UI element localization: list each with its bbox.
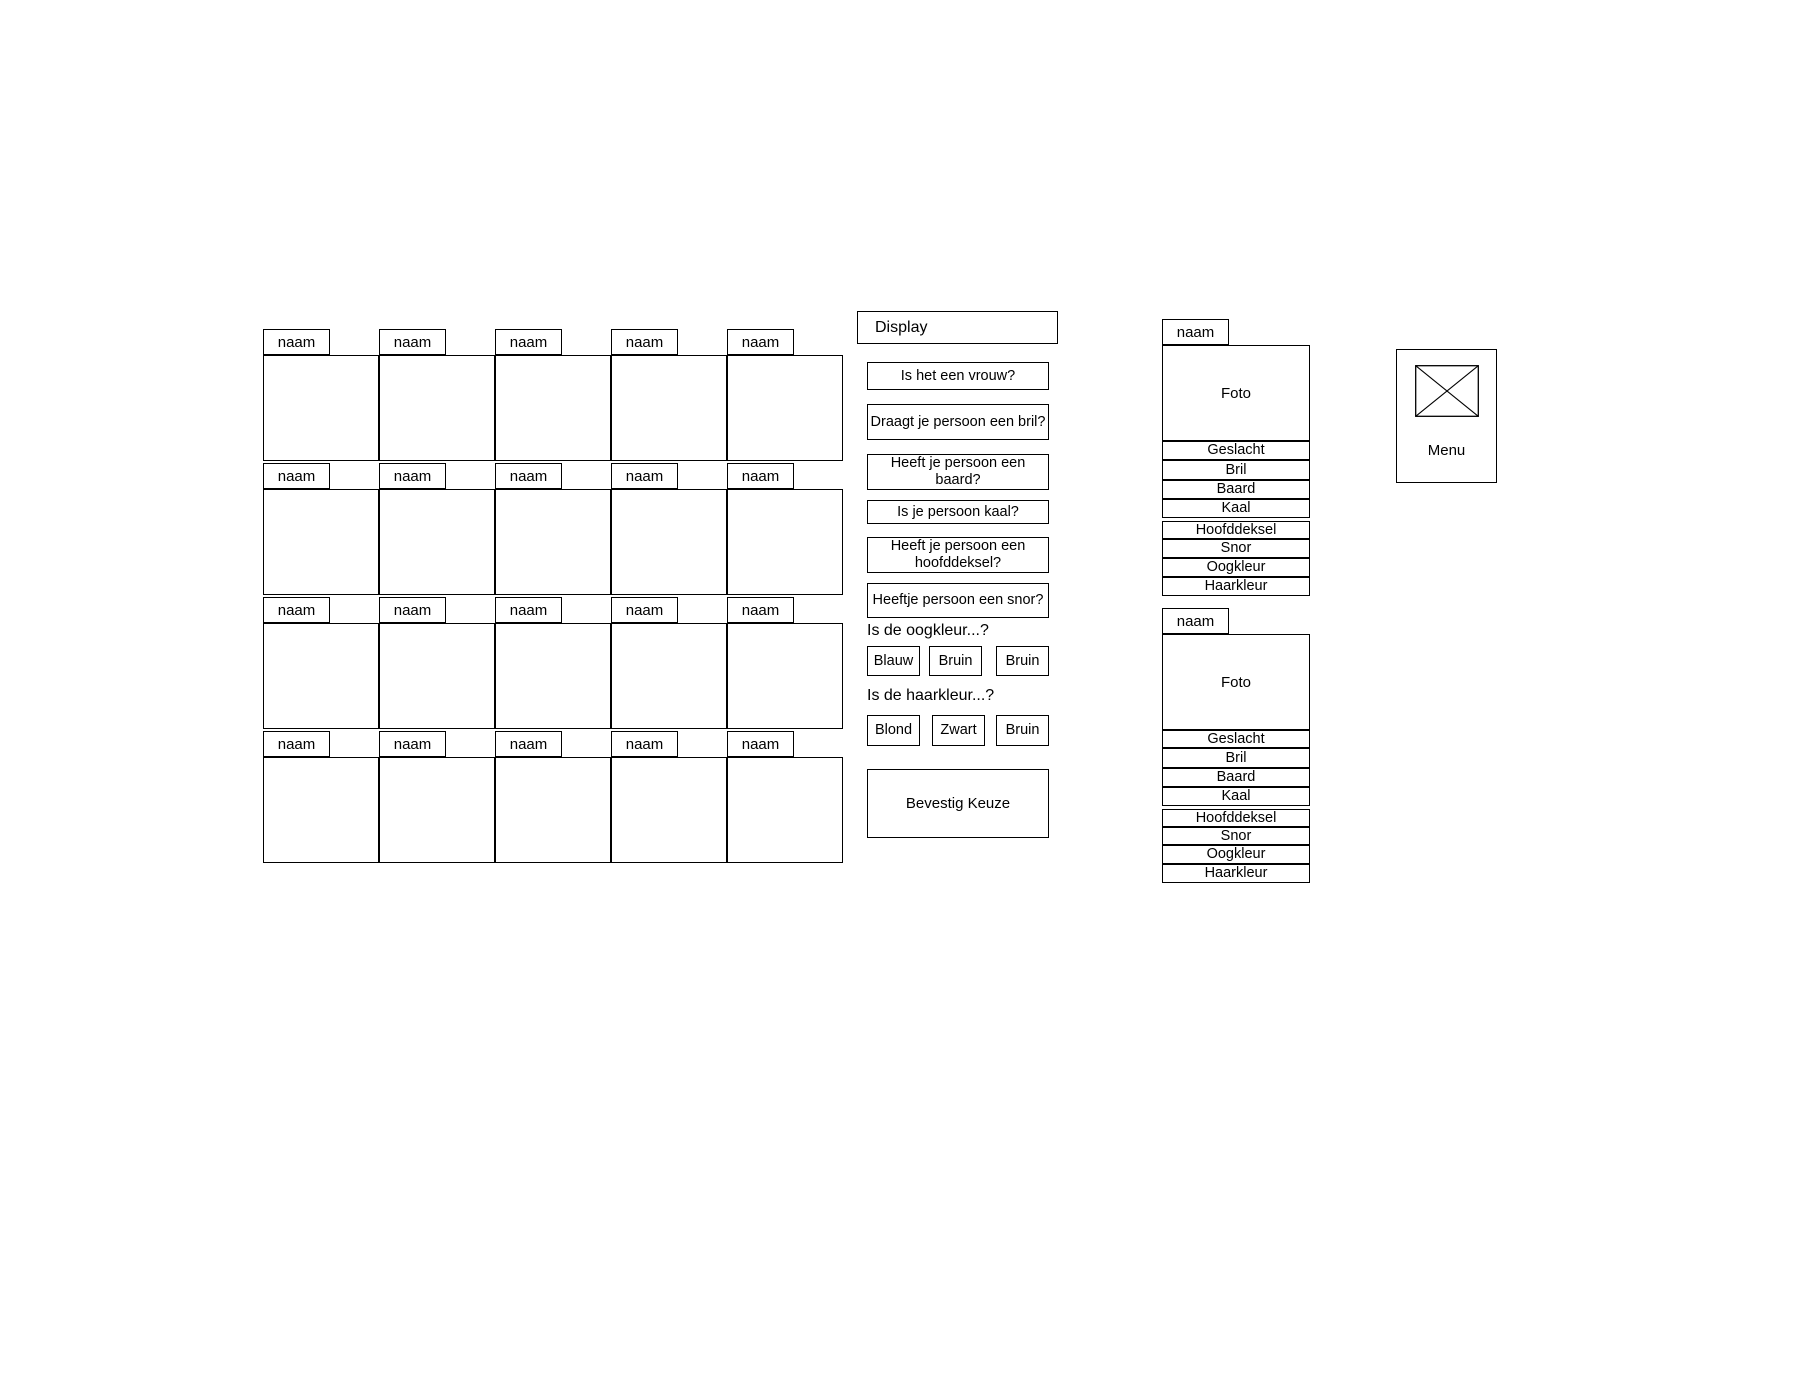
detail-name-tab: naam <box>1162 608 1229 634</box>
confirm-choice-button[interactable]: Bevestig Keuze <box>867 769 1049 838</box>
character-name-tab: naam <box>727 463 794 489</box>
attribute-glasses: Bril <box>1162 460 1310 480</box>
character-name-tab: naam <box>611 731 678 757</box>
character-name-tab: naam <box>263 731 330 757</box>
character-card[interactable] <box>379 355 495 461</box>
character-card[interactable] <box>379 757 495 863</box>
question-beard-button[interactable]: Heeft je persoon een baard? <box>867 454 1049 490</box>
character-card[interactable] <box>495 489 611 595</box>
question-mustache-button[interactable]: Heeftje persoon een snor? <box>867 583 1049 618</box>
character-card[interactable] <box>611 355 727 461</box>
hair-color-option-blond[interactable]: Blond <box>867 715 920 746</box>
eye-color-option-brown-2[interactable]: Bruin <box>996 646 1049 676</box>
character-name-tab: naam <box>495 597 562 623</box>
attribute-gender: Geslacht <box>1162 441 1310 460</box>
attribute-eye-color: Oogkleur <box>1162 845 1310 864</box>
character-card[interactable] <box>727 757 843 863</box>
attribute-bald: Kaal <box>1162 499 1310 518</box>
hair-color-option-brown[interactable]: Bruin <box>996 715 1049 746</box>
character-name-tab: naam <box>495 329 562 355</box>
character-name-tab: naam <box>495 731 562 757</box>
attribute-hat: Hoofddeksel <box>1162 521 1310 539</box>
display-label: Display <box>875 318 928 336</box>
character-name-tab: naam <box>263 597 330 623</box>
attribute-hair-color: Haarkleur <box>1162 577 1310 596</box>
character-name-tab: naam <box>379 463 446 489</box>
character-card[interactable] <box>727 489 843 595</box>
attribute-eye-color: Oogkleur <box>1162 558 1310 577</box>
character-name-tab: naam <box>263 329 330 355</box>
character-card[interactable] <box>495 355 611 461</box>
detail-photo: Foto <box>1162 345 1310 441</box>
character-card[interactable] <box>379 489 495 595</box>
question-glasses-button[interactable]: Draagt je persoon een bril? <box>867 404 1049 440</box>
character-name-tab: naam <box>379 731 446 757</box>
character-card[interactable] <box>727 355 843 461</box>
character-name-tab: naam <box>263 463 330 489</box>
character-name-tab: naam <box>611 463 678 489</box>
character-card[interactable] <box>611 489 727 595</box>
character-card[interactable] <box>495 623 611 729</box>
eye-color-option-brown[interactable]: Bruin <box>929 646 982 676</box>
attribute-mustache: Snor <box>1162 827 1310 845</box>
attribute-beard: Baard <box>1162 768 1310 787</box>
character-card[interactable] <box>263 757 379 863</box>
display-field <box>857 311 1058 344</box>
character-card[interactable] <box>263 623 379 729</box>
question-hat-button[interactable]: Heeft je persoon een hoofddeksel? <box>867 537 1049 573</box>
character-card[interactable] <box>495 757 611 863</box>
character-name-tab: naam <box>727 597 794 623</box>
attribute-hair-color: Haarkleur <box>1162 864 1310 883</box>
hair-color-option-black[interactable]: Zwart <box>932 715 985 746</box>
character-name-tab: naam <box>379 329 446 355</box>
question-bald-button[interactable]: Is je persoon kaal? <box>867 500 1049 524</box>
character-card[interactable] <box>727 623 843 729</box>
hair-color-label: Is de haarkleur...? <box>867 687 995 704</box>
menu-button[interactable] <box>1396 349 1497 483</box>
character-name-tab: naam <box>727 329 794 355</box>
attribute-mustache: Snor <box>1162 539 1310 558</box>
character-card[interactable] <box>611 623 727 729</box>
character-name-tab: naam <box>727 731 794 757</box>
attribute-glasses: Bril <box>1162 748 1310 768</box>
character-name-tab: naam <box>611 329 678 355</box>
image-placeholder-icon <box>1415 365 1479 417</box>
attribute-gender: Geslacht <box>1162 730 1310 748</box>
detail-name-tab: naam <box>1162 319 1229 345</box>
attribute-hat: Hoofddeksel <box>1162 809 1310 827</box>
attribute-beard: Baard <box>1162 480 1310 499</box>
character-card[interactable] <box>263 355 379 461</box>
character-name-tab: naam <box>611 597 678 623</box>
question-woman-button[interactable]: Is het een vrouw? <box>867 362 1049 390</box>
character-card[interactable] <box>379 623 495 729</box>
detail-photo: Foto <box>1162 634 1310 730</box>
menu-label: Menu <box>1427 442 1466 459</box>
eye-color-option-blue[interactable]: Blauw <box>867 646 920 676</box>
character-card[interactable] <box>263 489 379 595</box>
eye-color-label: Is de oogkleur...? <box>867 622 989 639</box>
attribute-bald: Kaal <box>1162 787 1310 806</box>
character-card[interactable] <box>611 757 727 863</box>
character-name-tab: naam <box>495 463 562 489</box>
character-name-tab: naam <box>379 597 446 623</box>
